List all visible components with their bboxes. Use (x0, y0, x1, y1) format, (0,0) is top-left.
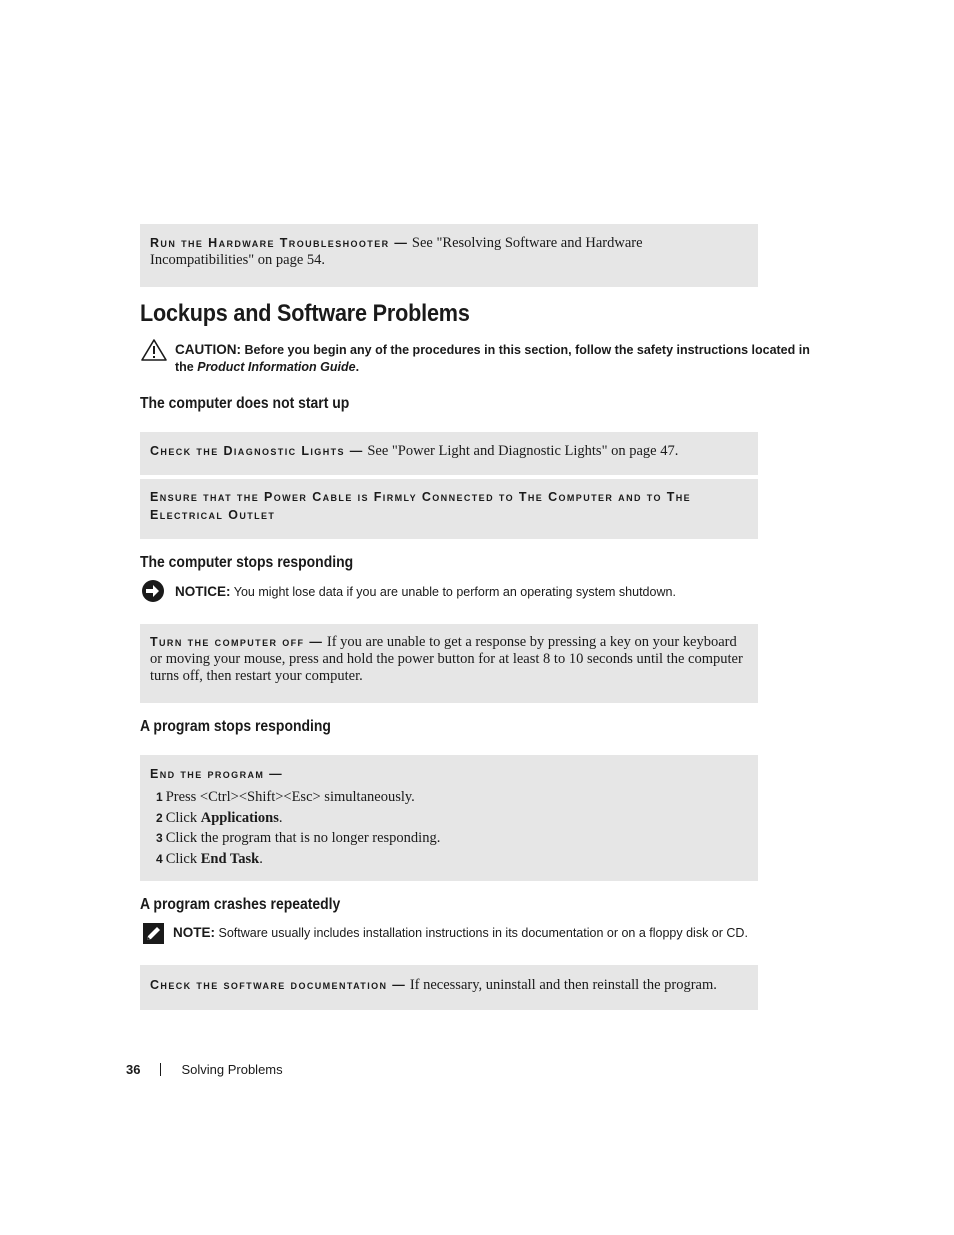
box-title: Check the software documentation — (150, 978, 407, 992)
notice-text: You might lose data if you are unable to perform an operating system shutdown. (233, 585, 676, 599)
note-block (173, 924, 813, 942)
caution-label: CAUTION: (175, 342, 241, 357)
notice-icon (141, 579, 165, 603)
turn-off-box (140, 624, 758, 703)
note-text: Software usually includes installation instructions in its documentation or on a floppy disk or CD. (218, 926, 748, 940)
footer-divider (160, 1063, 161, 1076)
box-text: If necessary, uninstall and then reinstall the program. (409, 977, 717, 993)
list-item: 2 Click Applications. (156, 809, 283, 826)
box-title: End the program — (150, 767, 284, 781)
caution-notice: CAUTION: Before you begin any of the procedures in this section, follow the safety instructions located in the Product Information Guide. (175, 342, 810, 374)
software-doc-box (140, 965, 758, 1010)
power-cable-box (140, 479, 758, 539)
list-item: 3 Click the program that is no longer responding. (156, 830, 441, 846)
page-number: 36 (126, 1062, 141, 1077)
box-title: Run the Hardware Troubleshooter — (150, 236, 409, 250)
caution-text: Before you begin any of the procedures in this section, follow the safety instructions located in the (175, 343, 810, 374)
box-text: See "Resolving Software and Hardware Incompatibilities" on page 54. (150, 235, 643, 268)
page-footer (126, 1062, 283, 1077)
end-program-box (140, 755, 758, 881)
footer-section: Solving Problems (181, 1062, 283, 1077)
section-heading-not-start: The computer does not start up (140, 395, 350, 412)
note-icon (143, 923, 164, 944)
page-title: Lockups and Software Problems (140, 300, 470, 327)
notice-block (175, 583, 815, 601)
caution-guide: Product Information Guide (197, 360, 356, 374)
box-text: See "Power Light and Diagnostic Lights" on page 47. (367, 443, 679, 459)
note-label: NOTE: (173, 925, 215, 940)
box-title: Ensure that the Power Cable is Firmly Connected to The Computer and to The Electrical Outlet (150, 490, 692, 522)
section-heading-crashes: A program crashes repeatedly (140, 896, 341, 913)
list-item: 4 Click End Task. (156, 850, 263, 867)
hardware-troubleshooter-box (140, 224, 758, 287)
diagnostic-lights-box (140, 432, 758, 475)
box-title: Check the Diagnostic Lights — (150, 444, 364, 458)
caution-icon (140, 338, 168, 362)
box-title: Turn the computer off — (150, 635, 324, 649)
section-heading-stops: The computer stops responding (140, 554, 354, 571)
list-item: 1 Press <Ctrl><Shift><Esc> simultaneously. (156, 789, 415, 805)
section-heading-program: A program stops responding (140, 718, 331, 735)
steps-list (156, 787, 748, 869)
box-text: If you are unable to get a response by pressing a key on your keyboard or moving your mouse, press and hold the power button for at least 8 to 10 seconds until the computer turns off, then restart your computer. (150, 634, 743, 684)
notice-label: NOTICE: (175, 584, 231, 599)
